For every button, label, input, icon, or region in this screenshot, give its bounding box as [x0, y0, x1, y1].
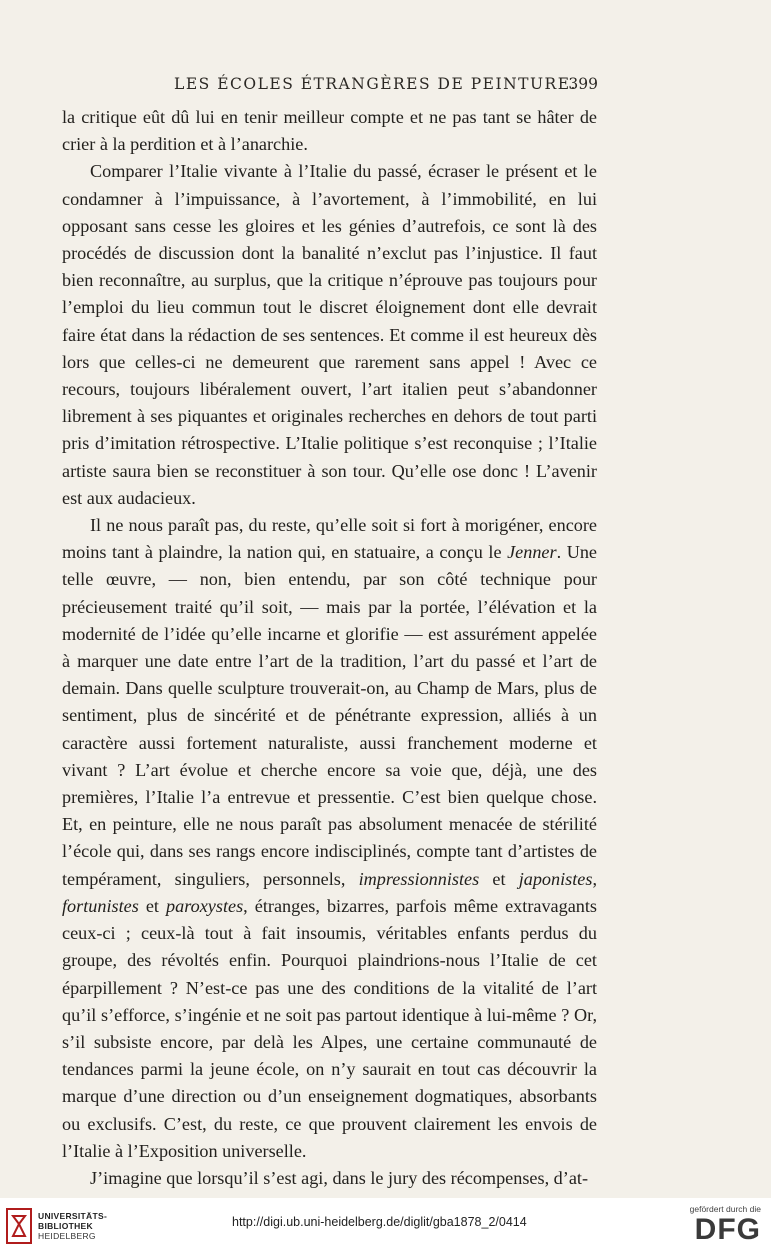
library-line2: BIBLIOTHEK [38, 1221, 93, 1231]
term-fortunistes: fortunistes [62, 895, 139, 916]
artwork-title-jenner: Jenner [507, 542, 557, 563]
article-body [62, 104, 597, 1192]
text-run: et [145, 895, 159, 916]
paragraph: J’imagine que lorsqu’il s’est agi, dans le jury des récompenses, d’at- [90, 1167, 588, 1188]
library-line1: UNIVERSITÄTS- [38, 1211, 108, 1221]
text-run: et [492, 868, 506, 889]
library-logo[interactable] [6, 1206, 156, 1246]
text-run: Il ne nous paraît pas, du reste, qu’elle soit si fort à morigéner, encore moins tant à plaindre, la nation qui, en statuaire, a conçu le [62, 515, 597, 563]
page-number: 399 [568, 75, 598, 93]
funder-badge[interactable] [681, 1204, 761, 1246]
term-paroxystes: paroxystes [166, 895, 244, 916]
funder-caption: gefördert durch die [689, 1204, 761, 1214]
running-title: LES ÉCOLES ÉTRANGÈRES DE PEINTURE. [174, 75, 577, 93]
text-run: , [592, 868, 597, 889]
dfg-logo: DFG [694, 1213, 761, 1246]
library-emblem-icon [6, 1208, 32, 1244]
text-run: , étranges, bizarres, parfois même extravagants ceux-ci ; ceux-là tout à fait insoumis, véritables enfants perdus du groupe, des révoltés enfin. Pourquoi plaindrions-nous l’Italie de cet éparpillement ? N’est-ce pas une des conditions de la vitalité de l’art qu’il s’efforce, s’ingénie et ne soit pas partout identique à lui-même ? Or, s’il subsiste encore, par delà les Alpes, une certaine communauté de tendances parmi la jeune école, on n’y saurait en tout cas découvrir la marque d’une direction ou d’un enseignement dogmatiques, absorbants ou exclusifs. C’est, du reste, ce que prouvent clairement les envois de l’Italie à l’Exposition universelle. [62, 895, 598, 1161]
viewer-footer [0, 1198, 771, 1253]
paragraph-continued: la critique eût dû lui en tenir meilleur compte et ne pas tant se hâter de crier à la perdition et à l’anarchie. [62, 107, 597, 155]
paragraph [62, 512, 597, 1165]
library-line3: HEIDELBERG [38, 1231, 96, 1241]
paragraph: Comparer l’Italie vivante à l’Italie du passé, écraser le présent et le condamner à l’impuissance, à l’avortement, à l’immobilité, en lui opposant sans cesse les gloires et les génies d’autrefois, ce sont là des procédés de discussion dont la banalité n’exclut pas l’injustice. Il faut bien reconnaître, au surplus, que la critique n’éprouve pas toujours pour l’emploi du lieu commun tout le discret éloignement dont elle devrait faire état dans la rédaction de ses sentences. Et comme il est heureux dès lors que celles-ci ne demeurent que rarement sans appel ! Avec ce recours, toujours libéralement ouvert, l’art italien peut s’abandonner librement à ses piquantes et originales recherches en dehors de tout parti pris d’imitation rétrospective. L’Italie politique s’est reconquise ; l’Italie artiste saura bien se reconstituer à son tour. Qu’elle ose donc ! L’avenir est aux audacieux. [62, 161, 597, 508]
library-name [38, 1211, 107, 1241]
term-impressionnistes: impressionnistes [358, 868, 480, 889]
source-url-link[interactable]: http://digi.ub.uni-heidelberg.de/diglit/gba1878_2/0414 [232, 1215, 527, 1229]
text-run: . Une telle œuvre, — non, bien entendu, par son côté technique pour précieusement traité qu’il soit, — mais par la portée, l’élévation et la modernité de l’idée qu’elle incarne et glorifie — est assurément appelée à marquer une date entre l’art de la tradition, l’art du passé et l’art de demain. Dans quelle sculpture trouverait-on, au Champ de Mars, plus de sentiment, plus de sincérité et de pénétrante expression, alliés à un caractère aussi fortement naturaliste, aussi franchement moderne et vivant ? L’art évolue et cherche encore sa voie que, déjà, une des premières, l’Italie l’a entrevue et pressentie. C’est bien quelque chose. Et, en peinture, elle ne nous paraît pas absolument menacée de stérilité l’école qui, dans ses rangs encore indisciplinés, compte tant d’artistes de tempérament, singuliers, personnels, [62, 542, 597, 889]
term-japonistes: japonistes [518, 868, 593, 889]
